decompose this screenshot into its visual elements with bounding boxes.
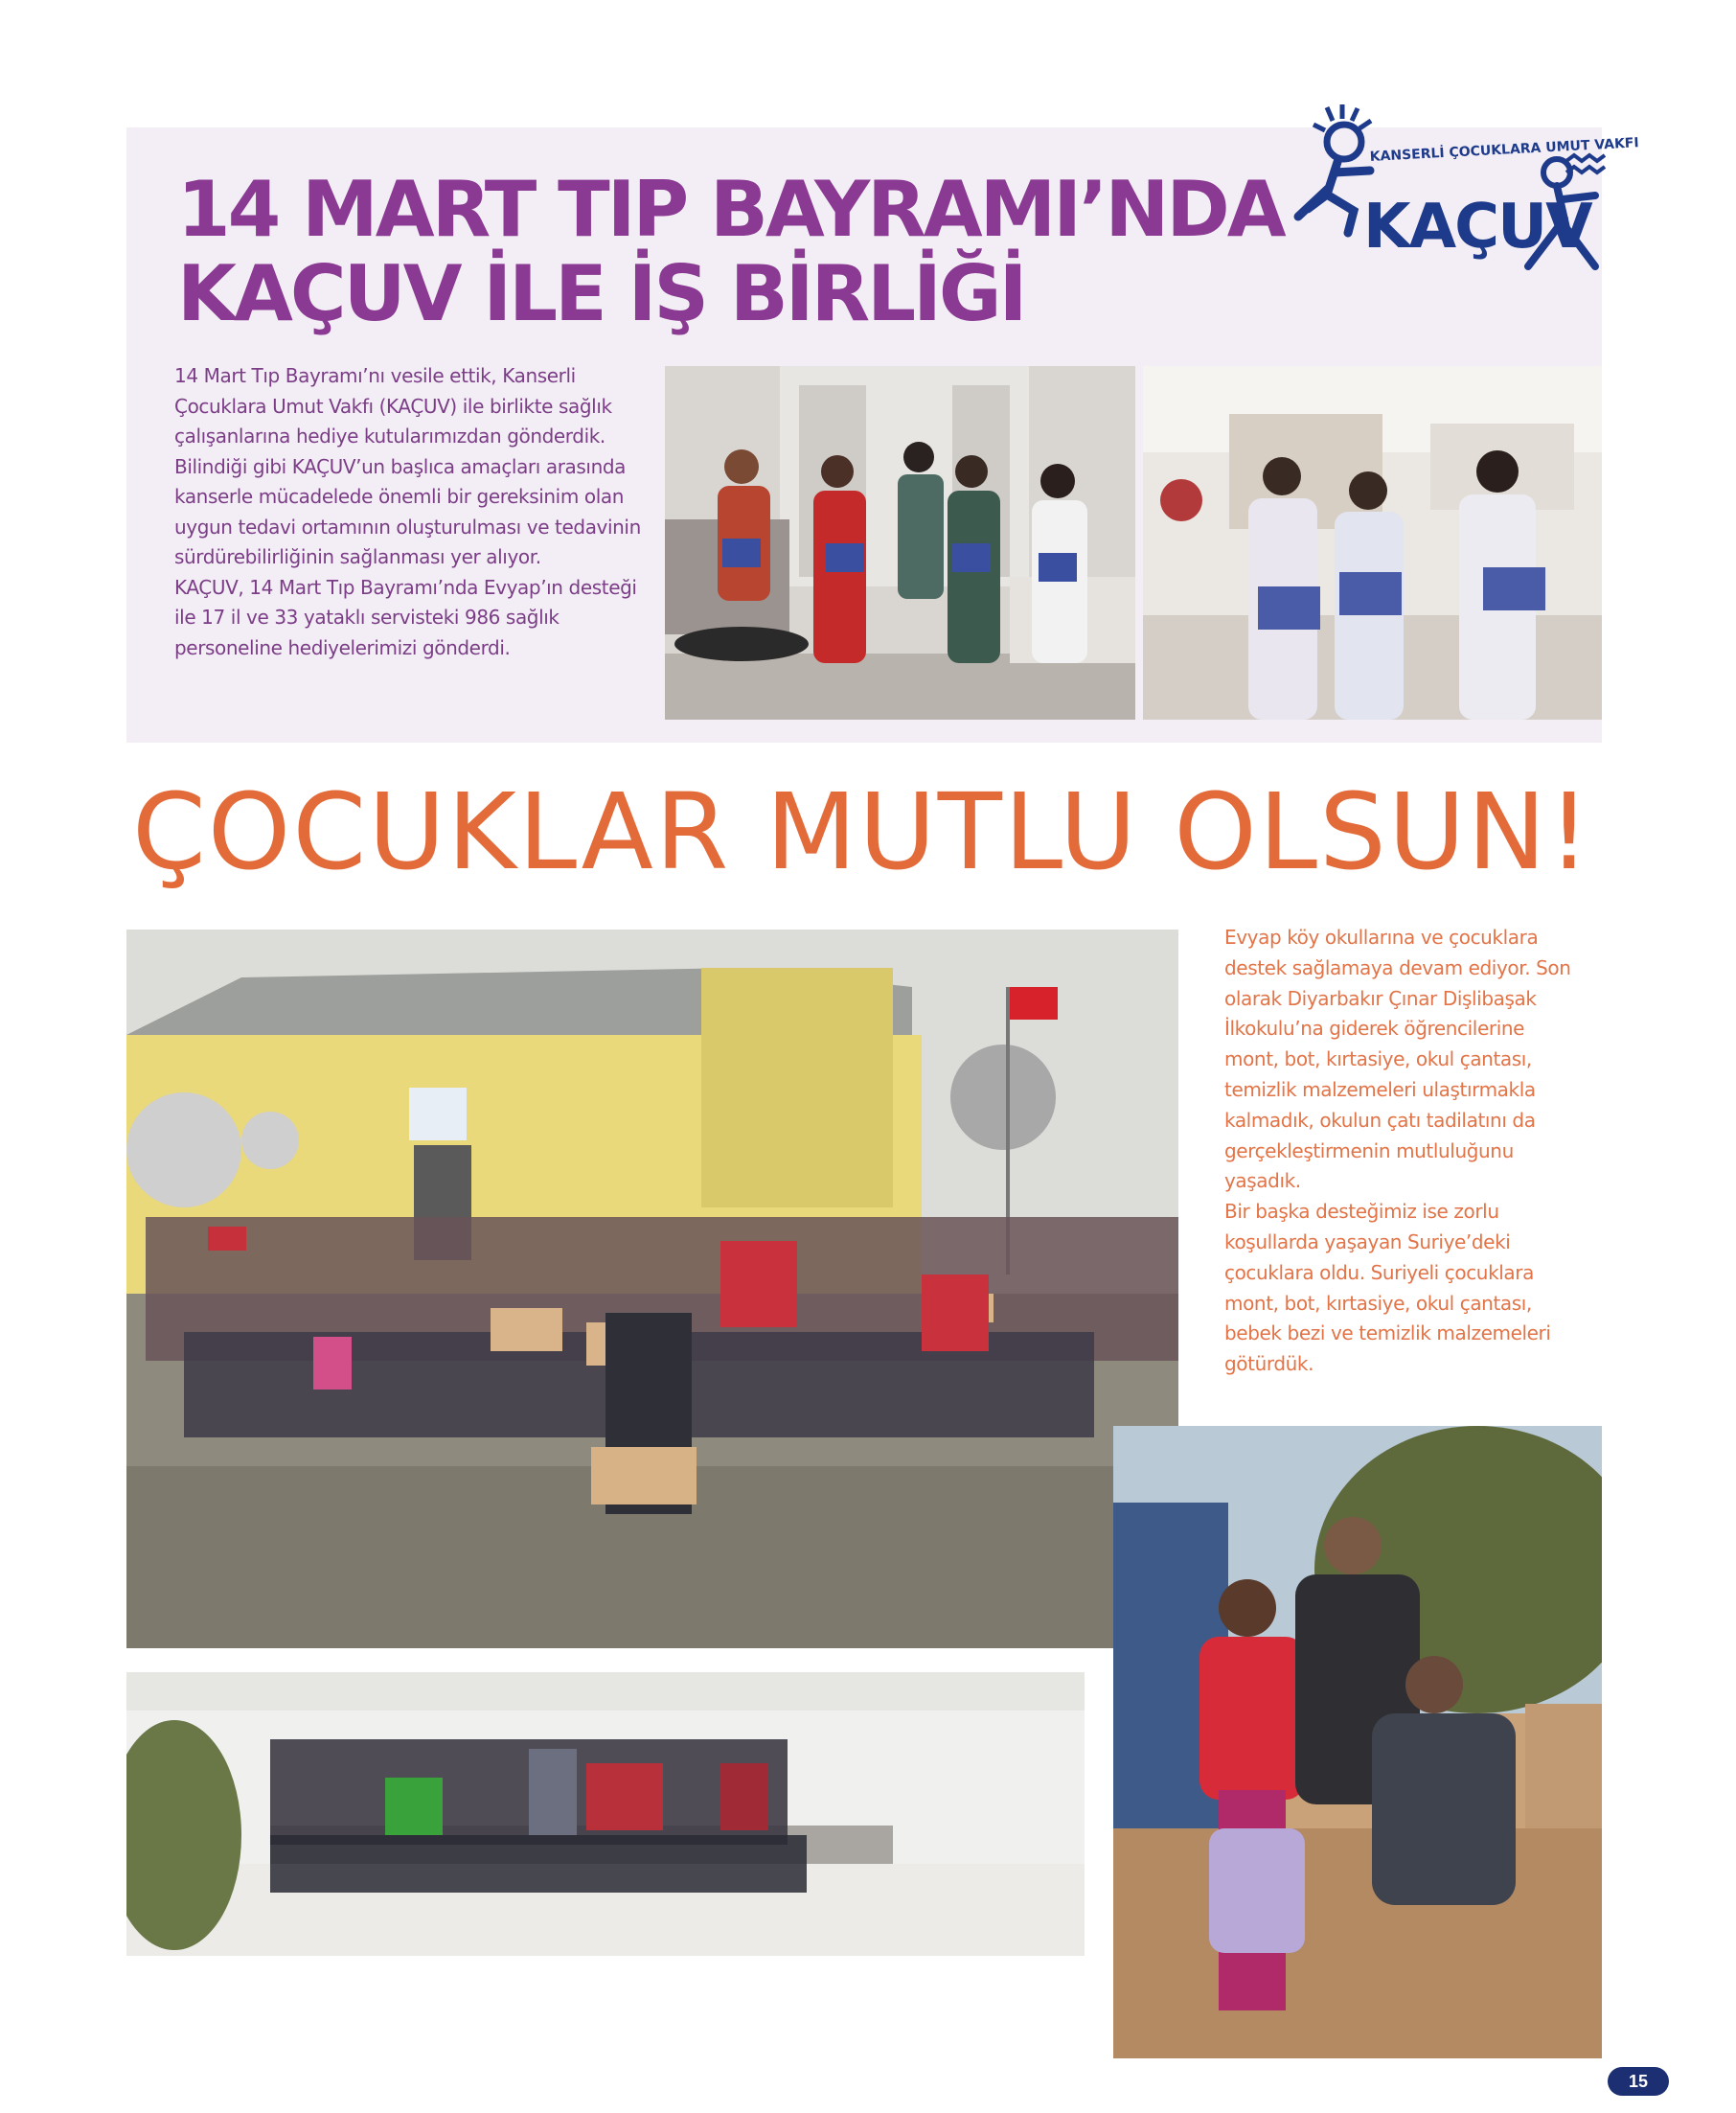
children-bench-photo bbox=[126, 1672, 1085, 1956]
article-2-body bbox=[1224, 923, 1579, 1380]
health-workers-photo-1 bbox=[665, 366, 1135, 720]
title-line-2: KAÇUV İLE İŞ BİRLİĞİ bbox=[177, 249, 1025, 338]
article-1-paragraph-2: KAÇUV, 14 Mart Tıp Bayramı’nda Evyap’ın desteği ile 17 il ve 33 yataklı servisteki 986 sağlık personeline hediyelerimizi gönderdi. bbox=[174, 575, 637, 659]
logo-wordmark: KAÇUV bbox=[1363, 192, 1591, 263]
logo-tagline: KANSERLİ ÇOCUKLARA UMUT VAKFI bbox=[1369, 135, 1640, 165]
article-2-paragraph-1: Evyap köy okullarına ve çocuklara destek sağlamaya devam ediyor. Son olarak Diyarbakır Çınar Dişlibaşak İlkokulu’na giderek öğrencilerine mont, bot, kırtasiye, okul çantası, temizlik malzemeleri ulaştırmakla kalmadık, okulun çatı tadilatını da gerçekleştirmenin mutluluğunu yaşadık. bbox=[1224, 926, 1571, 1193]
syria-children-photo bbox=[1113, 1426, 1602, 2058]
kacuv-logo bbox=[1279, 103, 1653, 286]
article-1-paragraph-1: 14 Mart Tıp Bayramı’nı vesile ettik, Kanserli Çocuklara Umut Vakfı (KAÇUV) ile birlikte sağlık çalışanlarına hediye kutularımızdan gönderdik. Bilindiği gibi KAÇUV’un başlıca amaçları arasında kanserle mücadelede önemli bir gereksinim olan uygun tedavi ortamının oluşturulması ve tedavinin sürdürebilirliğinin sağlanması yer alıyor. bbox=[174, 364, 641, 568]
health-workers-photo-2 bbox=[1143, 366, 1602, 720]
title-line-1: 14 MART TIP BAYRAMI’NDA bbox=[177, 165, 1284, 254]
school-children-photo bbox=[126, 930, 1178, 1648]
article-2-paragraph-2: Bir başka desteğimiz ise zorlu koşullarda yaşayan Suriye’deki çocuklara oldu. Suriyeli çocuklara mont, bot, kırtasiye, okul çantası, bebek bezi ve temizlik malzemeleri götürdük. bbox=[1224, 1200, 1551, 1376]
article-1-body bbox=[174, 361, 644, 663]
article-2-title: ÇOCUKLAR MUTLU OLSUN! bbox=[132, 770, 1592, 893]
article-title bbox=[177, 165, 1284, 338]
page-number: 15 bbox=[1608, 2067, 1669, 2096]
